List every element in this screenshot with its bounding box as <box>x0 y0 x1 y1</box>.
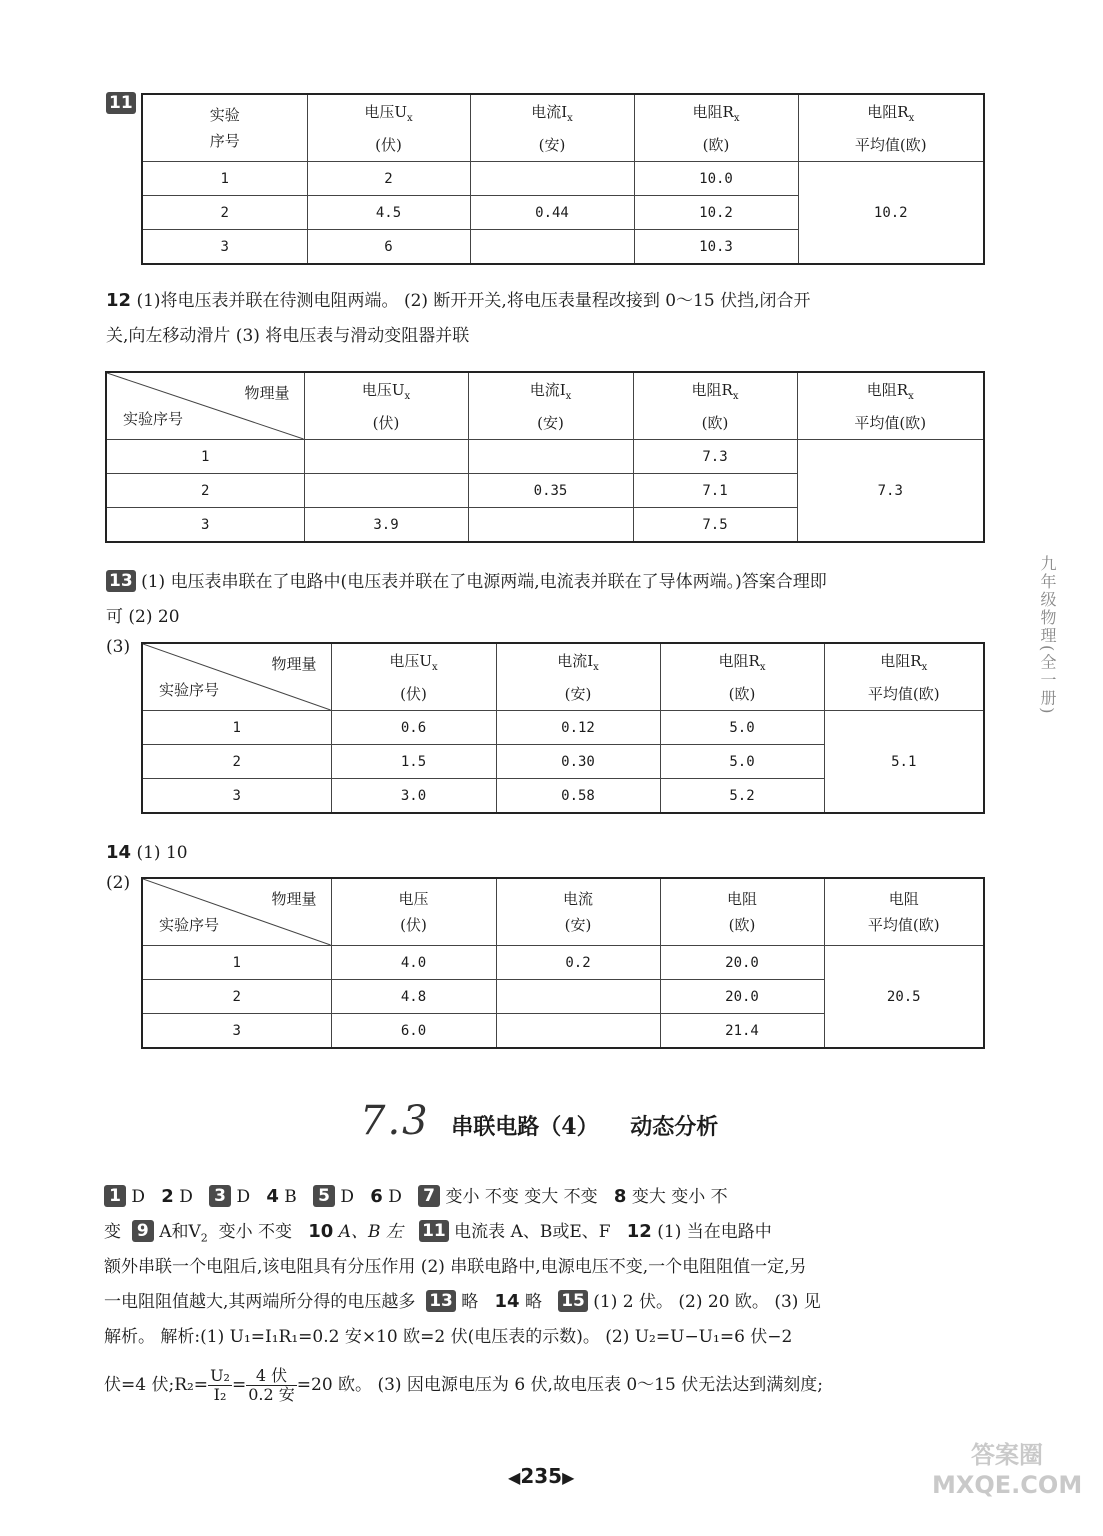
q11-table <box>141 93 985 265</box>
q13-part3-label: (3) <box>106 637 131 657</box>
diagonal-header-cell: 物理量 实验序号 <box>142 878 331 946</box>
q14-table: 物理量 实验序号 电压 (伏) 电流 (安) 电阻 (欧) 电阻 平均值(欧) 1 4.0 0.2 20.0 20.5 2 4.8 20.0 3 6.0 21.4 <box>141 877 985 1049</box>
average-cell: 20.5 <box>824 946 984 1049</box>
q12-text-line-1: 12 (1)将电压表并联在待测电阻两端。 (2) 断开开关,将电压表量程改接到 0～15 伏挡,闭合开 <box>106 290 811 311</box>
table-row: 1 2 10.0 10.2 <box>142 162 984 196</box>
header-cell: 电阻$R_x$ (欧) <box>634 94 798 162</box>
header-cell: 实验 序号 <box>142 94 307 162</box>
table-row: 2 0.35 7.1 <box>106 474 984 508</box>
q13-text-line-2: 可 (2) 20 <box>106 607 180 627</box>
average-cell: 5.1 <box>824 711 984 814</box>
side-book-title: 九年级物理(全一册) <box>1038 555 1057 716</box>
question-13-badge: 13 <box>106 570 136 592</box>
table-row: 3 3.9 7.5 <box>106 508 984 543</box>
table-row: 2 1.5 0.30 5.0 <box>142 745 984 779</box>
right-triangle-icon: ▶ <box>562 1468 575 1487</box>
fraction-u2-over-i2: $\frac{\text{U₂}}{\text{I₂}}$ <box>210 1366 230 1404</box>
table-row: 2 4.5 0.44 10.2 <box>142 196 984 230</box>
fraction-4v-over-02a: $\frac{\text{4 伏}}{\text{0.2 安}}$ <box>248 1366 295 1404</box>
answers-line-3: 额外串联一个电阻后,该电阻具有分压作用 (2) 串联电路中,电源电压不变,一个电阻阻值一定,另 <box>104 1257 807 1277</box>
q14-text-line-1: 14 (1) 10 <box>106 842 188 863</box>
table-row: 2 4.8 20.0 <box>142 980 984 1014</box>
table-row: 3 3.0 0.58 5.2 <box>142 779 984 814</box>
answers-line-6: 伏=4 伏;R₂= $\frac{\text{U₂}}{\text{I₂}}$ = $\frac{\text{4 伏}}{\text{0.2 安}}$ =20 欧。 (3) 因电源电压为 6 伏,故电压表 0～15 伏无法达到满刻度; <box>104 1366 823 1404</box>
header-cell: 电阻$R_x$ 平均值(欧) <box>798 94 984 162</box>
answers-line-2: 变 9 A和$V_2$ 变小 不变 10 A、B 左 11 电流表 A、B或E、F 12 (1) 当在电路中 <box>104 1221 772 1245</box>
watermark: 答案圈 MXQE.COM <box>932 1441 1083 1499</box>
table-row: 3 6 10.3 <box>142 230 984 265</box>
q13-table: 物理量 实验序号 电压$U_x$ (伏) 电流$I_x$ (安) 电阻$R_x$ (欧) 电阻$R_x$ 平均值(欧) 1 0.6 0.12 5.0 5.1 2 1.5 0.30 5.0 3 3.0 0.58 5.2 <box>141 642 985 814</box>
section-heading: 串联电路（4） <box>451 1114 599 1140</box>
table-row: 3 6.0 21.4 <box>142 1014 984 1049</box>
average-cell: 7.3 <box>797 440 984 543</box>
table-row: 1 4.0 0.2 20.0 20.5 <box>142 946 984 980</box>
page-number: ◀235▶ <box>508 1464 575 1488</box>
q13-text-line-1: 13 (1) 电压表串联在了电路中(电压表并联在了电源两端,电流表并联在了导体两端。)答案合理即 <box>106 565 827 599</box>
answers-line-4: 一电阻阻值越大,其两端所分得的电压越多 13 略 14 略 15 (1) 2 伏。 (2) 20 欧。 (3) 见 <box>104 1291 821 1312</box>
header-cell: 电流$I_x$ (安) <box>470 94 634 162</box>
diagonal-header-cell: 物理量 实验序号 <box>142 643 331 711</box>
answers-line-5: 解析。 解析:(1) U₁=I₁R₁=0.2 安×10 欧=2 伏(电压表的示数)。 (2) U₂=U−U₁=6 伏−2 <box>104 1327 793 1347</box>
average-cell: 10.2 <box>798 162 984 265</box>
section-title <box>360 1098 718 1144</box>
q14-part2-label: (2) <box>106 873 131 893</box>
diagonal-header-cell: 物理量 实验序号 <box>106 372 304 440</box>
question-14-number: 14 <box>106 842 132 863</box>
table-row: 1 7.3 7.3 <box>106 440 984 474</box>
left-triangle-icon: ◀ <box>508 1468 521 1487</box>
q12-text-line-2: 关,向左移动滑片 (3) 将电压表与滑动变阻器并联 <box>106 326 470 346</box>
question-12-number: 12 <box>106 290 132 311</box>
q12-table: 物理量 实验序号 电压$U_x$ (伏) 电流$I_x$ (安) 电阻$R_x$ (欧) 电阻$R_x$ 平均值(欧) 1 7.3 7.3 2 0.35 7.1 3 3.9 7.5 <box>105 371 985 543</box>
header-cell: 电压$U_x$ (伏) <box>307 94 470 162</box>
question-11-badge: 11 <box>106 92 136 114</box>
section-number: 7.3 <box>360 1098 430 1144</box>
answers-line-1: 1 D 2 D 3 D 4 B 5 D 6 D 7 变小 不变 变大 不变 8 变大 变小 不 <box>104 1180 728 1214</box>
section-subheading: 动态分析 <box>630 1114 719 1140</box>
table-row: 1 0.6 0.12 5.0 5.1 <box>142 711 984 745</box>
